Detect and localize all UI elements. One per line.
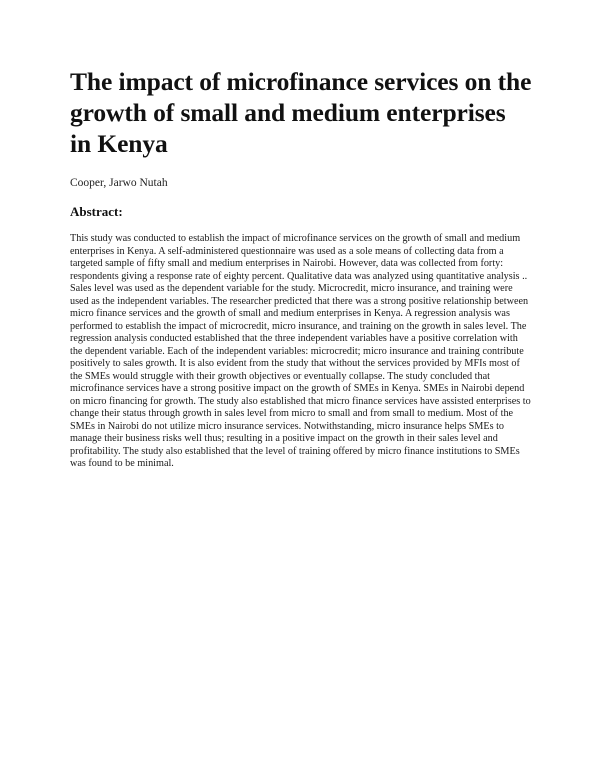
document-page — [70, 66, 532, 481]
abstract-heading: Abstract: — [70, 204, 123, 219]
document-title: The impact of microfinance services on the growth of small and medium enterprises in Kenya — [70, 67, 532, 158]
abstract-body: This study was conducted to establish the impact of microfinance services on the growth of small and medium enterprises in Kenya. A self-administered questionnaire was used as a sole means of collecting data from a targeted sample of fifty small and medium enterprises in Nairobi. However, data was collected from forty: respondents giving a response rate of eighty percent. Qualitative data was analyzed using quantitative analysis .. Sales level was used as the dependent variable for the study. Microcredit, micro insurance, and training were used as the independent variables. The researcher predicted that there was a strong positive relationship between micro finance services and the growth of small and medium enterprises in Kenya. A regression analysis was performed to establish the impact of microcredit, micro insurance, and training on the growth in sales level. The regression analysis conducted established that the three independent variables have a positive correlation with the dependent variable. Each of the independent variables: microcredit; micro insurance and training contribute positively to sales growth. It is also evident from the study that without the services provided by MFIs most of the SMEs would struggle with their growth objectives or eventually collapse. The study concluded that microfinance services have a strong positive impact on the growth of SMEs in Kenya. SMEs in Nairobi depend on micro financing for growth. The study also established that micro finance services have assisted enterprises to change their status through growth in sales level from micro to small and from small to medium. Most of the SMEs in Nairobi do not utilize micro insurance services. Notwithstanding, micro insurance helps SMEs to manage their business risks well thus; resulting in a positive impact on the growth in their sales level and profitability. The study also established that the level of training offered by micro finance institutions to SMEs was found to be minimal. — [70, 233, 531, 469]
document-authors: Cooper, Jarwo Nutah — [70, 177, 168, 189]
